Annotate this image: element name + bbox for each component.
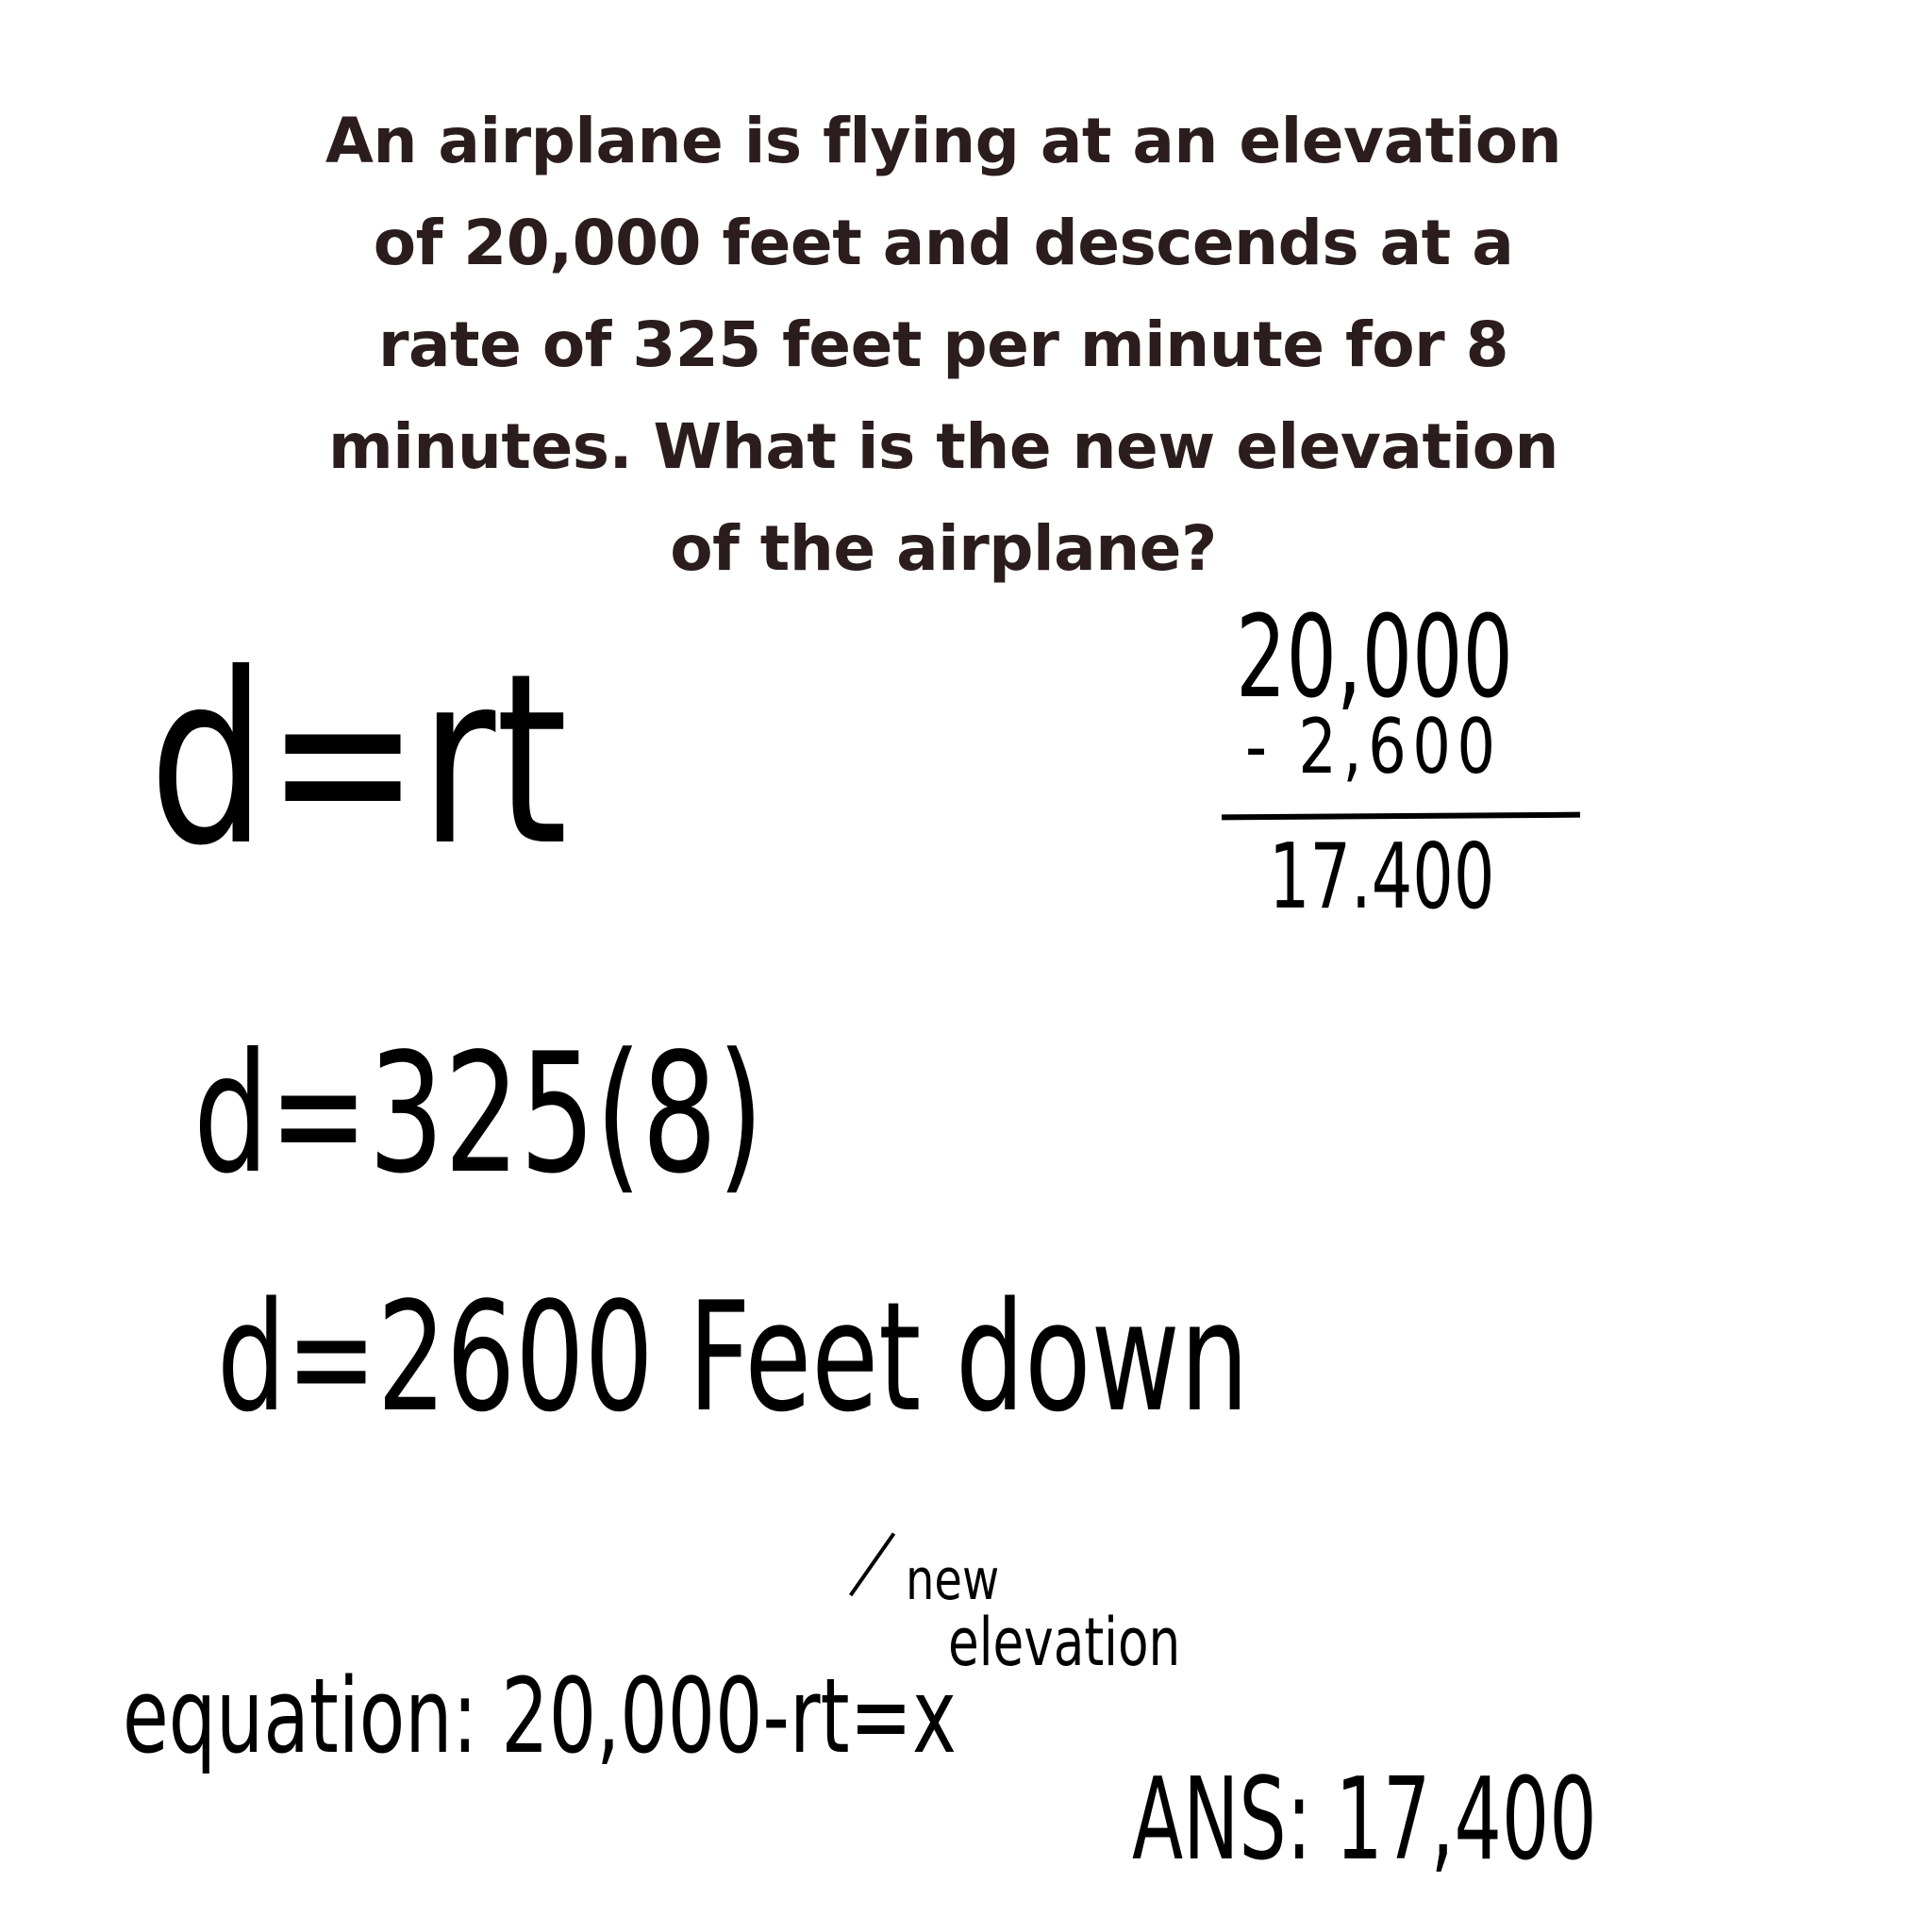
problem-line-5: of the airplane? (670, 512, 1217, 585)
handwritten-formula: d=rt (149, 623, 568, 897)
subtraction-rule (1222, 812, 1580, 821)
problem-line-2: of 20,000 feet and descends at a (373, 207, 1514, 279)
problem-line-3: rate of 325 feet per minute for 8 (377, 308, 1509, 381)
subtraction-minuend: 20,000 (1236, 592, 1513, 724)
handwritten-distance-result: d=2600 Feet down (217, 1269, 1249, 1445)
handwritten-answer: ANS: 17,400 (1132, 1755, 1597, 1886)
annotation-new: new (906, 1547, 1000, 1613)
problem-statement (245, 91, 1641, 600)
annotation-elevation: elevation (948, 1604, 1181, 1681)
handwritten-substitution: d=325(8) (193, 1019, 764, 1210)
annotation-pointer (849, 1532, 895, 1596)
subtraction-difference: 17.400 (1269, 825, 1495, 929)
subtraction-subtrahend: - 2,600 (1245, 703, 1502, 791)
problem-line-4: minutes. What is the new elevation (328, 410, 1558, 483)
problem-line-1: An airplane is flying at an elevation (325, 105, 1562, 177)
handwritten-equation: equation: 20,000-rt=x (123, 1656, 957, 1776)
